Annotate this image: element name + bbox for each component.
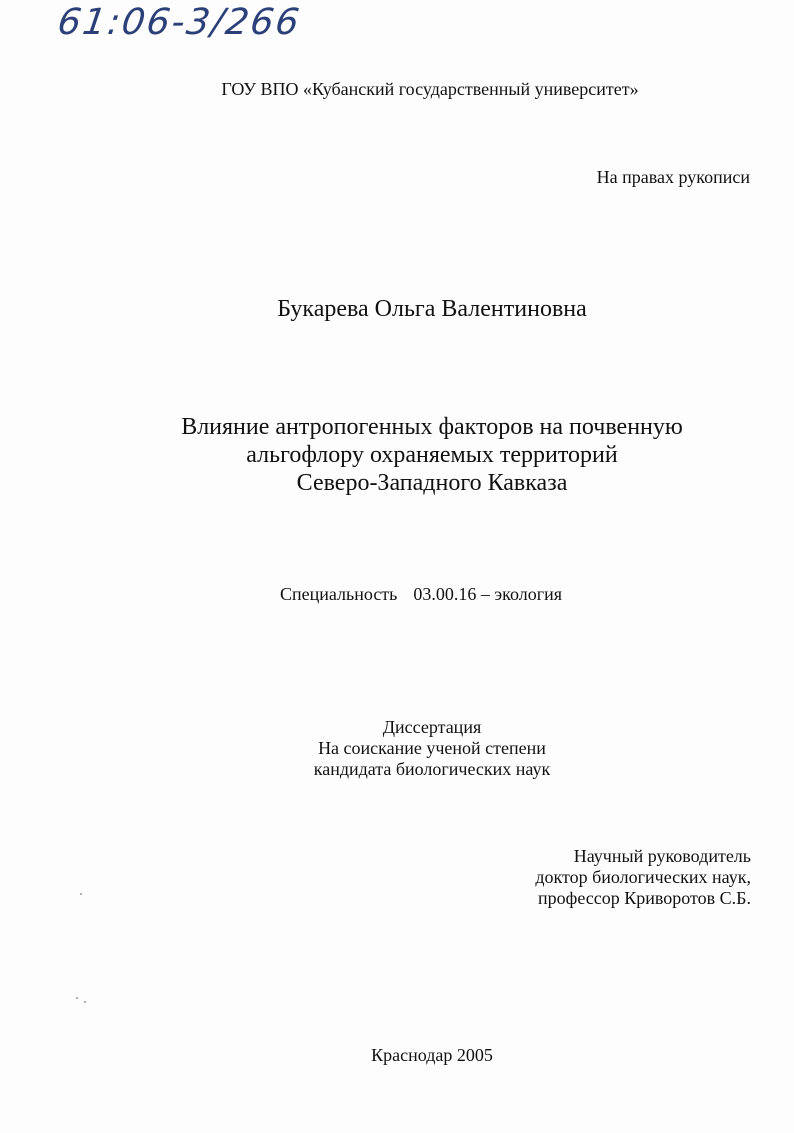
scan-speck [84,1001,86,1003]
rights-note: На правах рукописи [596,167,750,187]
degree-statement [0,717,794,780]
supervisor-line: Научный руководитель [573,846,751,866]
dissertation-title [0,413,794,497]
supervisor-line: доктор биологических наук, [535,867,751,887]
author-name: Букарева Ольга Валентиновна [277,296,587,322]
specialty-code: 03.00.16 – экология [413,584,562,604]
degree-line: кандидата биологических наук [313,759,551,779]
supervisor-line: профессор Криворотов С.Б. [538,888,751,908]
title-line: Северо-Западного Кавказа [296,470,568,496]
degree-line: На соискание ученой степени [318,738,546,758]
title-line: Влияние антропогенных факторов на почвенную [181,414,683,440]
scan-speck [80,893,82,895]
supervisor-block [535,846,751,909]
city-year: Краснодар 2005 [371,1045,493,1065]
scan-speck [76,997,78,999]
institution-name: ГОУ ВПО «Кубанский государственный университет» [221,79,639,99]
specialty-label: Специальность [280,584,398,604]
archive-handwritten-mark: 61:06-3/266 [55,2,304,43]
specialty-line [280,584,562,605]
title-line: альгофлору охраняемых территорий [246,442,618,468]
degree-line: Диссертация [382,717,482,737]
